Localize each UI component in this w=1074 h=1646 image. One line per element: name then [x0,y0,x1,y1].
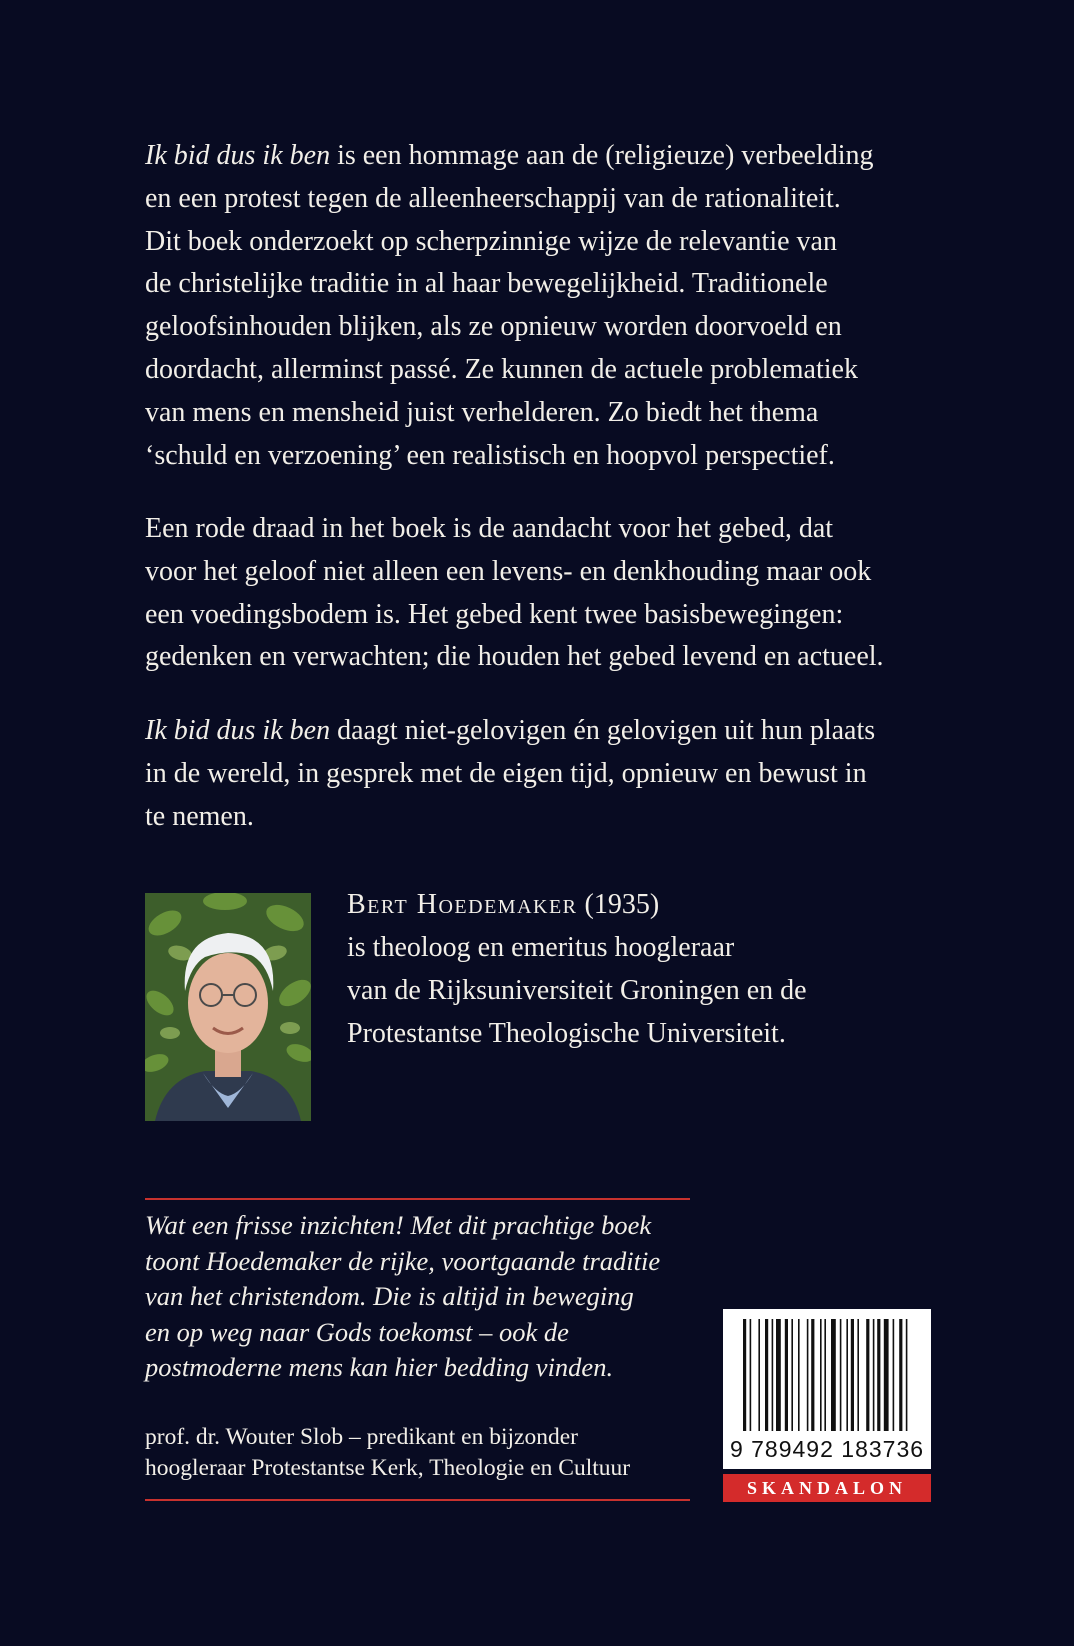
quote-line: en op weg naar Gods toekomst – ook de [145,1316,569,1347]
text-line: in de wereld, in gesprek met de eigen tijd, opnieuw en bewust in [145,757,867,789]
text-line: geloofsinhouden blijken, als ze opnieuw worden doorvoeld en [145,311,842,343]
barcode-bars [723,1309,931,1435]
barcode-bar [807,1319,809,1431]
description-paragraph-3 [145,710,945,838]
barcode-bar [743,1319,746,1431]
barcode-bar [906,1319,908,1431]
text-line: Dit boek onderzoekt op scherpzinnige wijze de relevantie van [145,225,837,257]
barcode-bar [776,1319,781,1431]
author-portrait-illustration [145,893,311,1121]
author-bio [347,883,987,1055]
barcode-bar [884,1319,889,1431]
text-line: daagt niet-gelovigen én gelovigen uit hun plaats [330,715,876,746]
author-years: (1935) [577,889,660,920]
barcode-bar [831,1319,836,1431]
attribution-line: hoogleraar Protestantse Kerk, Theologie en Cultuur [145,1455,631,1481]
author-photo [145,893,311,1121]
barcode-bar [899,1319,902,1431]
quote-attribution [145,1422,715,1484]
barcode-bar [846,1319,848,1431]
isbn-barcode [723,1309,931,1469]
quote-line: toont Hoedemaker de rijke, voortgaande traditie [145,1245,661,1276]
text-line: een voedingsbodem is. Het gebed kent twee basisbewegingen: [145,598,844,630]
barcode-bar [765,1319,768,1431]
barcode-bar [866,1319,869,1431]
book-title-italic: Ik bid dus ik ben [145,140,331,171]
attribution-line: prof. dr. Wouter Slob – predikant en bijzonder [145,1424,578,1450]
text-line: gedenken en verwachten; die houden het gebed levend en actueel. [145,641,884,673]
barcode-bar [798,1319,800,1431]
barcode-bar [750,1319,752,1431]
quote-line: Wat een frisse inzichten! Met dit prachtige boek [145,1210,652,1240]
barcode-bar [873,1319,875,1431]
description-paragraph-1 [145,135,945,477]
bio-line: Protestantse Theologische Universiteit. [347,1018,786,1049]
barcode-bar [820,1319,822,1431]
text-line: de christelijke traditie in al haar bewegelijkheid. Traditionele [145,268,828,300]
barcode-bar [840,1319,842,1431]
quote-line: van het christendom. Die is altijd in beweging [145,1281,634,1311]
barcode-bar [877,1319,880,1431]
text-line: van mens en mensheid juist verhelderen. Zo biedt het thema [145,396,819,428]
text-line: doordacht, allerminst passé. Ze kunnen de actuele problematiek [145,353,858,385]
barcode-bar [893,1319,895,1431]
text-line: is een hommage aan de (religieuze) verbeelding [330,140,874,171]
bio-line: van de Rijksuniversiteit Groningen en de [347,975,807,1006]
barcode-bar [857,1319,859,1431]
isbn-number: 9 789492 183736 [729,1436,925,1462]
description-paragraph-2 [145,508,945,679]
endorsement-quote [145,1208,715,1386]
text-line: Een rode draad in het boek is de aandacht voor het gebed, dat [145,513,834,544]
text-line: en een protest tegen de alleenheerschappij van de rationaliteit. [145,182,841,214]
barcode-bar [791,1319,793,1431]
text-line: ‘schuld en verzoening’ een realistisch en hoopvol perspectief. [145,439,835,471]
barcode-bar [758,1319,760,1431]
quote-line: postmoderne mens kan hier bedding vinden. [145,1352,614,1382]
text-line: voor het geloof niet alleen een levens- en denkhouding maar ook [145,555,872,587]
barcode-bar [772,1319,774,1431]
barcode-bar [785,1319,788,1431]
divider-bottom [145,1499,690,1501]
bio-line: is theoloog en emeritus hoogleraar [347,932,735,963]
text-line: te nemen. [145,800,254,832]
barcode-bar [851,1319,854,1431]
author-name: Bert Hoedemaker [347,889,578,920]
divider-top [145,1198,690,1200]
barcode-bar [811,1319,814,1431]
book-title-italic: Ik bid dus ik ben [145,715,331,746]
barcode-bar [824,1319,826,1431]
publisher-logo: SKANDALON [723,1474,931,1502]
